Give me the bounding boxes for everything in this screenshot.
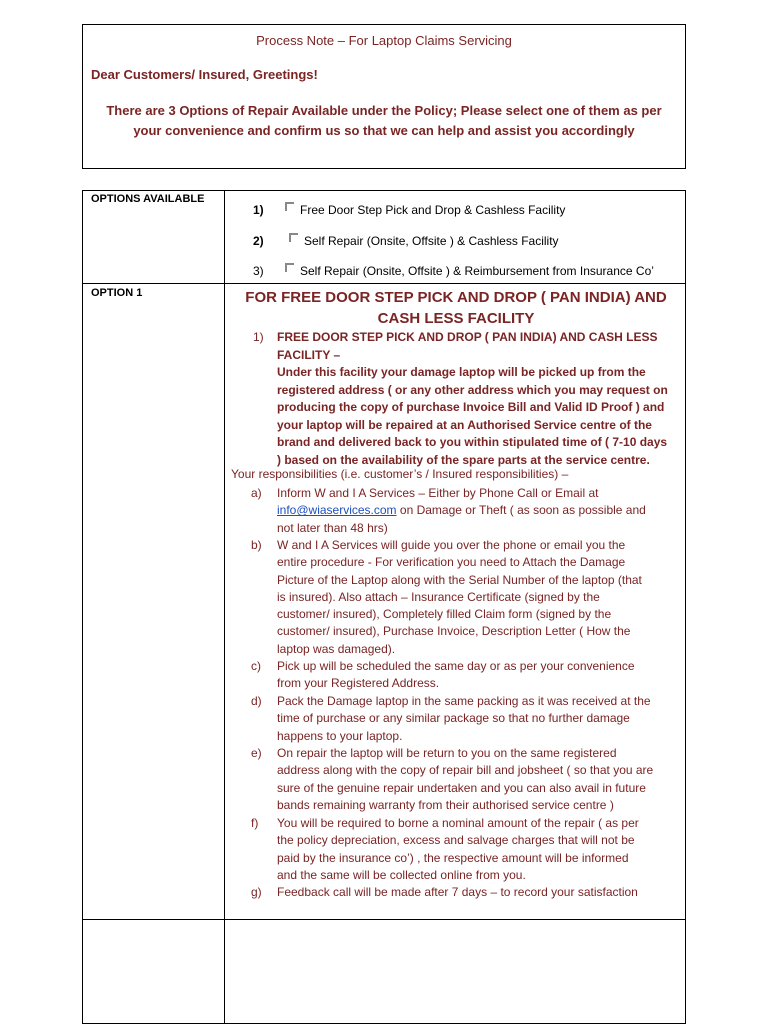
intro-text [95, 101, 673, 141]
option-row-2[interactable] [253, 233, 559, 248]
item-marker: e) [251, 746, 262, 760]
item-marker: g) [251, 885, 262, 899]
description-line: FACILITY – [277, 347, 341, 362]
row-divider-1 [83, 283, 685, 284]
header-box [82, 24, 686, 169]
description-line: your laptop will be repaired at an Authorised Service centre of the [277, 417, 652, 432]
option-row-1[interactable] [253, 202, 565, 217]
item-line: and the same will be collected online from you. [277, 867, 526, 882]
item-line-with-email [277, 502, 677, 519]
item-line: Pack the Damage laptop in the same packing as it was received at the [277, 694, 651, 708]
item-line: address along with the copy of repair bill and jobsheet ( so that you are [277, 763, 654, 778]
item-line: Picture of the Laptop along with the Serial Number of the laptop (that [277, 572, 642, 587]
option-number: 3) [253, 264, 264, 278]
description-line: brand and delivered back to you within stipulated time of ( 7-10 days [277, 435, 668, 449]
item-marker: f) [251, 816, 259, 830]
item-line: happens to your laptop. [277, 728, 403, 743]
description-line: Under this facility your damage laptop will be picked up from the [277, 365, 646, 379]
item-line: W and I A Services will guide you over the phone or email you the [277, 538, 626, 552]
description-line: FREE DOOR STEP PICK AND DROP ( PAN INDIA) AND CASH LESS [277, 330, 658, 344]
heading-line-1: FOR FREE DOOR STEP PICK AND DROP ( PAN INDIA) AND [245, 289, 667, 306]
intro-line-1: There are 3 Options of Repair Available under the Policy; Please select one of them as per [106, 103, 662, 118]
item-line: entire procedure - For verification you need to Attach the Damage [277, 555, 626, 570]
option-1-heading [225, 287, 687, 329]
option-text: Self Repair (Onsite, Offsite ) & Reimbursement from Insurance Co’ [300, 264, 654, 278]
item-line: the policy depreciation, excess and salvage charges that will not be [277, 833, 635, 848]
option-number: 1) [253, 203, 264, 217]
item-line: from your Registered Address. [277, 676, 440, 691]
option-text: Self Repair (Onsite, Offsite ) & Cashless Facility [304, 234, 559, 248]
option-1-label: OPTION 1 [91, 287, 143, 299]
item-line: bands remaining warranty from their authorised service centre ) [277, 797, 614, 812]
intro-line-2: your convenience and confirm us so that we can help and assist you accordingly [133, 123, 635, 138]
item-line: customer/ insured), Purchase Invoice, Description Letter ( How the [277, 624, 631, 639]
description-line: ) based on the availability of the spare parts at the service centre. [277, 452, 650, 467]
option-text: Free Door Step Pick and Drop & Cashless Facility [300, 203, 566, 217]
responsibilities-intro: Your responsibilities (i.e. customer’s / Insured responsibilities) – [231, 467, 569, 481]
page-title: Process Note – For Laptop Claims Servicing [256, 33, 512, 48]
description-line: producing the copy of purchase Invoice Bill and Valid ID Proof ) and [277, 400, 665, 414]
item-line-rest: on Damage or Theft ( as soon as possible and [396, 503, 646, 518]
item-line: Pick up will be scheduled the same day or as per your convenience [277, 659, 635, 673]
description-line: registered address ( or any other address which you may request on [277, 382, 668, 397]
option-number: 2) [253, 234, 264, 248]
checkbox-icon[interactable] [289, 233, 298, 242]
checkbox-icon[interactable] [285, 263, 294, 272]
heading-line-2: CASH LESS FACILITY [377, 310, 535, 327]
item-line: time of purchase or any similar package so that no further damage [277, 711, 630, 726]
option-row-3[interactable] [253, 263, 654, 278]
item-line: Inform W and I A Services – Either by Phone Call or Email at [277, 486, 599, 500]
greeting: Dear Customers/ Insured, Greetings! [91, 67, 318, 82]
item-number: 1) [253, 330, 264, 344]
item-line: sure of the genuine repair undertaken and you can also avail in future [277, 780, 646, 795]
item-line: laptop was damaged). [277, 641, 396, 656]
option-1-description [253, 329, 683, 469]
checkbox-icon[interactable] [285, 202, 294, 211]
item-line: paid by the insurance co’) , the respective amount will be informed [277, 850, 629, 865]
item-line: is insured). Also attach – Insurance Certificate (signed by the [277, 589, 600, 604]
item-marker: a) [251, 486, 262, 500]
options-available-label: OPTIONS AVAILABLE [91, 193, 205, 205]
item-line: Feedback call will be made after 7 days – to record your satisfaction [277, 885, 638, 899]
item-marker: c) [251, 659, 261, 673]
item-line: On repair the laptop will be return to you on the same registered [277, 746, 617, 760]
item-marker: b) [251, 538, 262, 552]
row-divider-2 [83, 919, 685, 920]
item-line: not later than 48 hrs) [277, 520, 388, 535]
item-line: You will be required to borne a nominal amount of the repair ( as per [277, 816, 639, 830]
options-table [82, 190, 686, 1024]
email-link[interactable]: info@wiaservices.com [277, 503, 397, 518]
item-marker: d) [251, 694, 262, 708]
item-line: customer/ insured), Completely filled Claim form (signed by the [277, 607, 612, 622]
